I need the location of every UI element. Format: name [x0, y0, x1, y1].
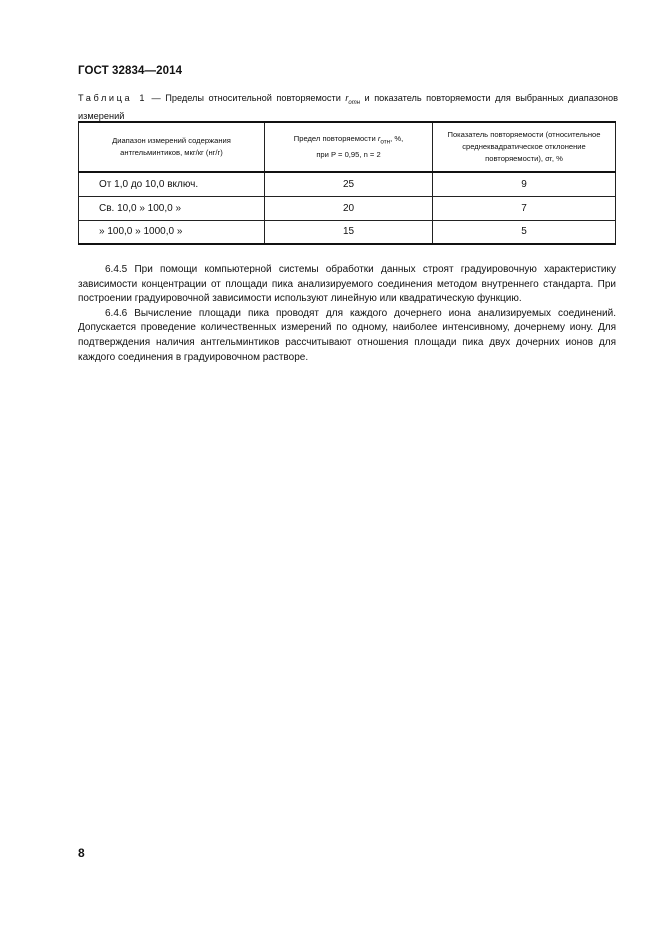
table-header-row	[79, 122, 616, 172]
header-limit-conditions: при P = 0,95, n = 2	[316, 149, 381, 159]
page-number: 8	[78, 846, 85, 860]
header-limit-text: Предел повторяемости	[293, 134, 378, 144]
repeatability-table	[78, 121, 616, 245]
limit-cell: 25	[265, 172, 433, 196]
index-cell: 5	[433, 220, 616, 244]
header-index: Показатель повторяемости (относительное среднеквадратическое отклонение повторяемости), σr, %	[433, 122, 616, 172]
document-header: ГОСТ 32834—2014	[78, 65, 183, 77]
range-cell: От 1,0 до 10,0 включ.	[79, 172, 265, 196]
range-cell: » 100,0 » 1000,0 »	[79, 220, 265, 244]
paragraph-6-4-6: 6.4.6 Вычисление площади пика проводят для каждого дочернего иона анализируемых соединений. Допускается проведение количественных измерений по одному, наиболее интенсивному, дочернему иону. Для подтверждения наличия антгельминтиков рассчитывают отношения площади пика двух дочерних ионов для каждого соединения в градуировочном растворе.	[78, 307, 616, 363]
table-caption	[78, 92, 618, 124]
body-text	[78, 263, 616, 365]
limit-cell: 20	[265, 196, 433, 220]
table-title-part1: — Пределы относительной повторяемости	[147, 93, 346, 103]
header-limit-sub: отн	[380, 138, 391, 146]
repeatability-symbol: r	[345, 93, 349, 103]
header-range: Диапазон измерений содержания антгельминтиков, мкг/кг (нг/г)	[79, 122, 265, 172]
range-cell: Св. 10,0 » 100,0 »	[79, 196, 265, 220]
table-row	[79, 172, 616, 196]
header-limit-end: , %,	[390, 134, 404, 144]
table-row	[79, 220, 616, 244]
table-label: Таблица 1	[78, 93, 148, 103]
index-cell: 7	[433, 196, 616, 220]
table-title-part2: и показатель повторяемости для выбранных диапазонов измерений	[78, 93, 618, 122]
paragraph-6-4-5: 6.4.5 При помощи компьютерной системы обработки данных строят градуировочную характеристику зависимости концентрации от площади пика анализируемого соединения методом внутреннего стандарта. При построении градуировочной зависимости используют линейную или квадратическую функцию.	[78, 264, 616, 305]
table-row	[79, 196, 616, 220]
header-limit-symbol: r	[377, 134, 381, 144]
header-limit	[265, 122, 433, 172]
repeatability-symbol-sub: отн	[348, 99, 361, 106]
limit-cell: 15	[265, 220, 433, 244]
index-cell: 9	[433, 172, 616, 196]
